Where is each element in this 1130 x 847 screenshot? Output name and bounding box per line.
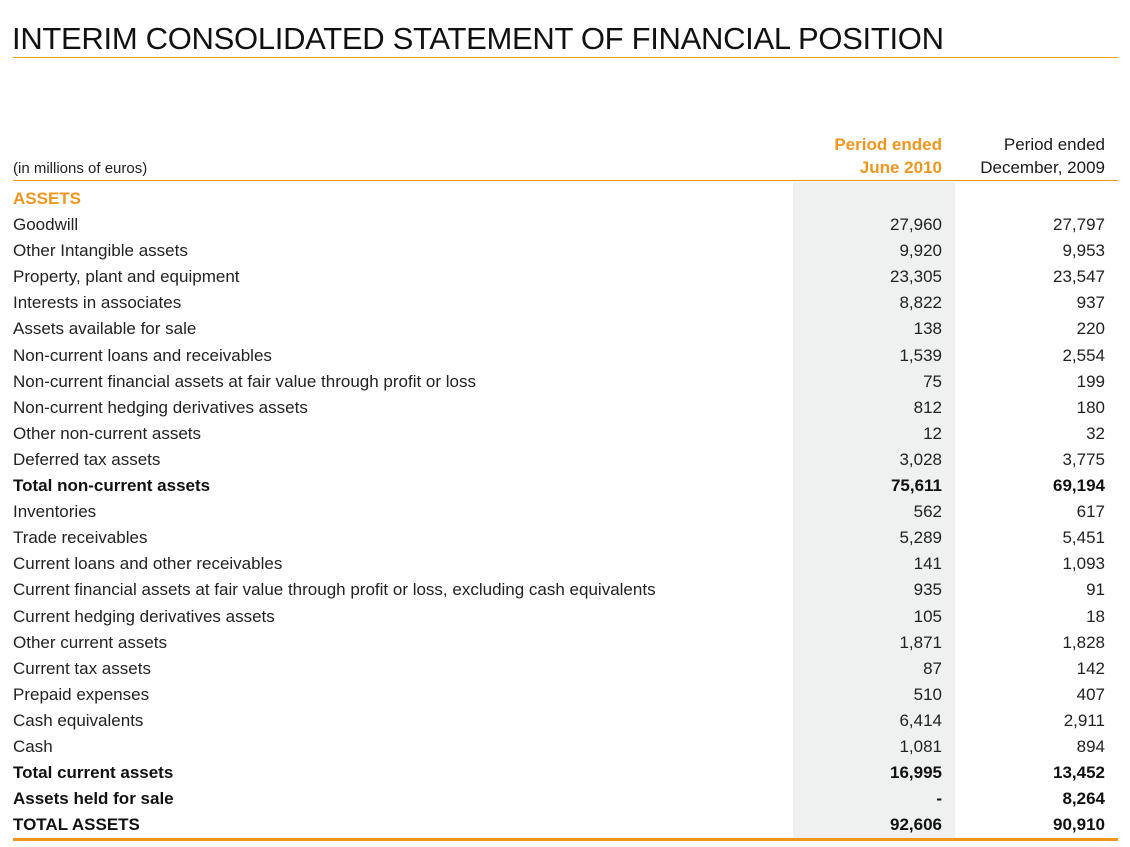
value-previous-period: 3,775	[1062, 449, 1105, 469]
value-previous-period: 27,797	[1053, 215, 1105, 235]
total-row	[0, 812, 1130, 838]
value-current-period: 87	[923, 658, 942, 678]
value-current-period: 6,414	[899, 710, 942, 730]
column-header-current-line1: Period ended	[834, 135, 942, 154]
row-label: Total current assets	[13, 763, 174, 783]
row-label: Cash equivalents	[13, 710, 144, 730]
table-row	[0, 734, 1130, 760]
column-header-previous	[980, 133, 1105, 179]
column-header-current-line2: June 2010	[859, 158, 942, 177]
value-previous-period: 1,093	[1062, 554, 1105, 574]
value-previous-period: 2,911	[1063, 710, 1105, 730]
value-previous-period: 180	[1076, 397, 1105, 417]
table-row	[0, 421, 1130, 447]
table-row	[0, 630, 1130, 656]
value-current-period: 510	[913, 684, 942, 704]
value-current-period: 12	[923, 423, 942, 443]
table-row	[0, 577, 1130, 603]
value-current-period: 1,871	[899, 632, 942, 652]
value-previous-period: 69,194	[1053, 476, 1105, 496]
table-row	[0, 369, 1130, 395]
value-previous-period: 90,910	[1053, 815, 1105, 835]
value-current-period: 935	[913, 580, 942, 600]
value-previous-period: 23,547	[1053, 267, 1105, 287]
value-previous-period: 2,554	[1062, 345, 1105, 365]
row-label: Trade receivables	[13, 528, 148, 548]
value-current-period: 105	[913, 606, 942, 626]
table-row	[0, 708, 1130, 734]
section-heading-row	[0, 186, 1130, 212]
row-label: Non-current loans and receivables	[13, 345, 272, 365]
total-row	[0, 473, 1130, 499]
row-label: Non-current financial assets at fair value through profit or loss	[13, 371, 477, 391]
value-current-period: 562	[913, 502, 942, 522]
value-current-period: 75	[923, 371, 942, 391]
row-label: Current tax assets	[13, 658, 151, 678]
value-previous-period: 5,451	[1062, 528, 1105, 548]
assets-table	[0, 186, 1130, 838]
value-current-period: 141	[913, 554, 942, 574]
row-label: Other non-current assets	[13, 423, 202, 443]
value-previous-period: 617	[1076, 502, 1105, 522]
table-row	[0, 525, 1130, 551]
header-divider	[13, 180, 1118, 181]
row-label: Current financial assets at fair value through profit or loss, excluding cash equivalents	[13, 580, 656, 600]
column-header-current	[834, 133, 942, 179]
row-label: Inventories	[13, 502, 97, 522]
value-current-period: 5,289	[899, 528, 942, 548]
table-row	[0, 682, 1130, 708]
row-label: Goodwill	[13, 215, 79, 235]
value-current-period: 9,920	[899, 241, 942, 261]
total-divider	[13, 838, 1118, 841]
value-previous-period: 32	[1086, 423, 1105, 443]
table-row	[0, 604, 1130, 630]
column-header-previous-line2: December, 2009	[980, 158, 1105, 177]
row-label: Assets held for sale	[13, 789, 174, 809]
row-label: Deferred tax assets	[13, 449, 161, 469]
value-current-period: 8,822	[899, 293, 942, 313]
value-previous-period: 8,264	[1062, 789, 1105, 809]
value-current-period: 92,606	[890, 815, 942, 835]
value-previous-period: 1,828	[1062, 632, 1105, 652]
value-current-period: 27,960	[890, 215, 942, 235]
value-current-period: 812	[913, 397, 942, 417]
value-previous-period: 91	[1086, 580, 1105, 600]
table-row	[0, 499, 1130, 525]
value-previous-period: 9,953	[1062, 241, 1105, 261]
section-heading: ASSETS	[13, 189, 82, 208]
value-current-period: 1,539	[899, 345, 942, 365]
page-title: INTERIM CONSOLIDATED STATEMENT OF FINANCIAL POSITION	[12, 21, 944, 56]
row-label: Property, plant and equipment	[13, 267, 240, 287]
value-current-period: 75,611	[890, 476, 942, 496]
table-row	[0, 238, 1130, 264]
value-current-period: 16,995	[890, 763, 942, 783]
row-label: Current hedging derivatives assets	[13, 606, 275, 626]
row-label: TOTAL ASSETS	[13, 815, 140, 835]
value-previous-period: 18	[1086, 606, 1105, 626]
table-row	[0, 316, 1130, 342]
total-row	[0, 760, 1130, 786]
row-label: Interests in associates	[13, 293, 182, 313]
value-previous-period: 894	[1076, 736, 1105, 756]
value-previous-period: 407	[1076, 684, 1105, 704]
table-row	[0, 447, 1130, 473]
units-label: (in millions of euros)	[13, 160, 148, 177]
table-row	[0, 212, 1130, 238]
table-row	[0, 343, 1130, 369]
column-header-previous-line1: Period ended	[1003, 135, 1105, 154]
row-label: Prepaid expenses	[13, 684, 150, 704]
row-label: Other current assets	[13, 632, 168, 652]
value-current-period: 3,028	[899, 449, 942, 469]
row-label: Current loans and other receivables	[13, 554, 283, 574]
row-label: Cash	[13, 736, 53, 756]
value-previous-period: 199	[1076, 371, 1105, 391]
value-current-period: 23,305	[890, 267, 942, 287]
table-row	[0, 264, 1130, 290]
title-divider	[13, 57, 1118, 58]
value-current-period: 138	[913, 319, 942, 339]
row-label: Total non-current assets	[13, 476, 211, 496]
total-row	[0, 786, 1130, 812]
value-previous-period: 142	[1076, 658, 1105, 678]
table-row	[0, 395, 1130, 421]
value-current-period: -	[936, 789, 942, 809]
table-row	[0, 551, 1130, 577]
table-row	[0, 656, 1130, 682]
value-previous-period: 13,452	[1053, 763, 1105, 783]
row-label: Non-current hedging derivatives assets	[13, 397, 308, 417]
row-label: Other Intangible assets	[13, 241, 188, 261]
value-previous-period: 220	[1076, 319, 1105, 339]
value-previous-period: 937	[1076, 293, 1105, 313]
value-current-period: 1,081	[899, 736, 942, 756]
row-label: Assets available for sale	[13, 319, 197, 339]
table-row	[0, 290, 1130, 316]
